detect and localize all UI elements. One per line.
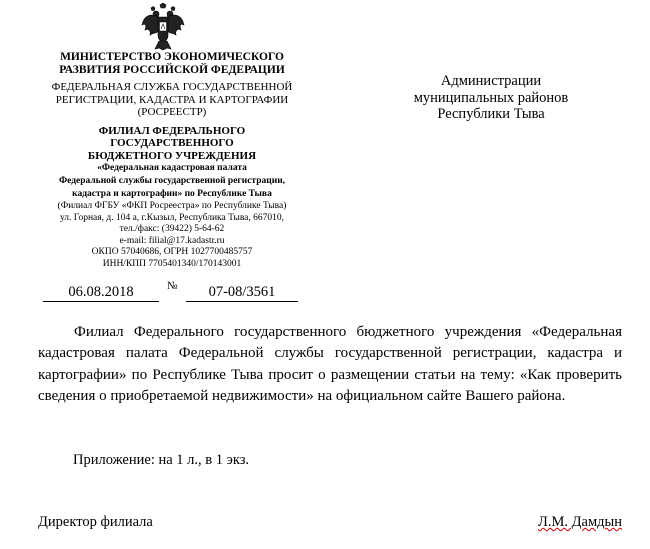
addressee-line: муниципальных районов <box>413 89 569 106</box>
letter-body: Филиал Федерального государственного бюджетного учреждения «Федеральная кадастровая палата Федеральной службы государственной регистрации, кадастра и картографии» по Республике Тыва просит о размещении статьи на тему: «Как проверить сведения о приобретаемой недвижимости» на официальном сайте Вашего района. <box>38 324 622 404</box>
short-name: (Филиал ФГБУ «ФКП Росреестра» по Республике Тыва) <box>57 201 287 211</box>
attachment-note: Приложение: на 1 л., в 1 экз. <box>73 452 250 468</box>
registration-date: 06.08.2018 <box>43 283 159 302</box>
inn: ИНН/КПП 7705401340/170143001 <box>102 258 242 269</box>
registration-number: 07-08/3561 <box>186 283 298 302</box>
addressee-block <box>393 73 589 123</box>
phone: тел./факс: (39422) 5-64-62 <box>119 224 225 234</box>
number-sign: № <box>167 280 178 292</box>
addressee-line: Администрации <box>440 73 542 89</box>
signer-title: Директор филиала <box>38 514 153 530</box>
email: e-mail: filial@17.kadastr.ru <box>119 235 225 246</box>
coat-of-arms-icon <box>141 3 185 51</box>
agency-name: ФЕДЕРАЛЬНАЯ СЛУЖБА ГОСУДАРСТВЕННОЙ РЕГИСТРАЦИИ, КАДАСТРА И КАРТОГРАФИИ (РОСРЕЕСТР) <box>51 81 293 118</box>
registration-line <box>43 280 303 303</box>
signer-name: Л.М. Дамдын <box>538 514 622 530</box>
addressee-line: Республики Тыва <box>437 106 545 122</box>
branch-name: ФИЛИАЛ ФЕДЕРАЛЬНОГО ГОСУДАРСТВЕННОГО БЮДЖЕТНОГО УЧРЕЖДЕНИЯ <box>87 124 257 162</box>
address: ул. Горная, д. 104 а, г.Кызыл, Республика Тыва, 667010, <box>59 212 285 223</box>
sender-block <box>38 51 306 270</box>
branch-full-name: «Федеральная кадастровая палата Федеральной службы государственной регистрации, кадастра и картографии» по Республике Тыва <box>58 163 286 199</box>
okpo: ОКПО 57040686, ОГРН 1027700485757 <box>91 247 253 257</box>
ministry-name: МИНИСТЕРСТВО ЭКОНОМИЧЕСКОГО РАЗВИТИЯ РОССИЙСКОЙ ФЕДЕРАЦИИ <box>59 51 285 76</box>
